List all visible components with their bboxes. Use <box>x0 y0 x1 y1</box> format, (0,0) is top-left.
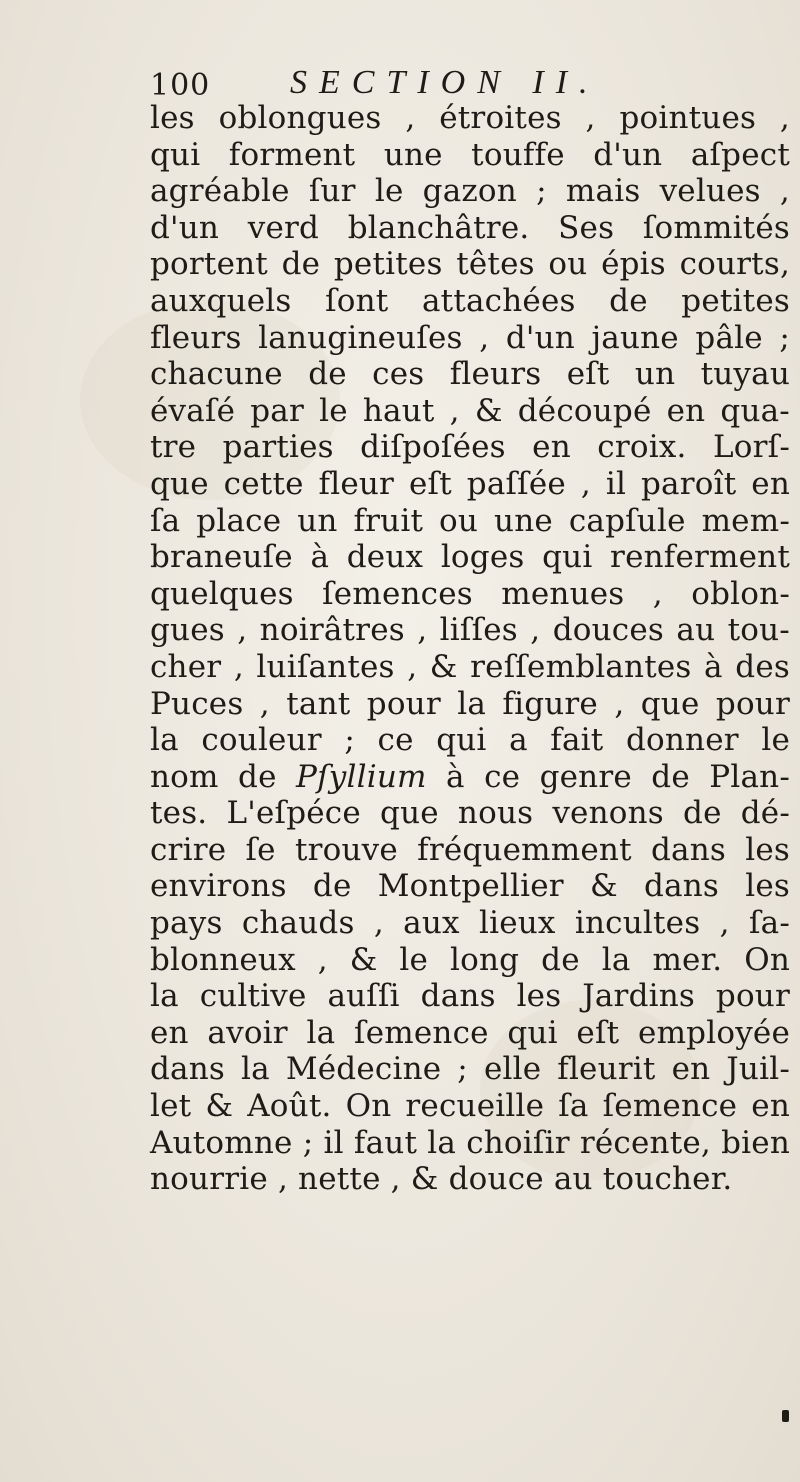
text-line: que cette fleur eſt paſſée , il paroît en <box>150 465 790 502</box>
text-line: évaſé par le haut , & découpé en qua- <box>150 392 790 429</box>
text-line: qui forment une touffe d'un aſpect <box>150 136 790 173</box>
text-line: gues , noirâtres , liſſes , douces au tou- <box>150 612 790 649</box>
genus-name: Pſyllium <box>296 758 427 795</box>
text-line: la cultive auſſi dans les Jardins pour <box>150 978 790 1015</box>
text-line: chacune de ces fleurs eſt un tuyau <box>150 356 790 393</box>
margin-ink-mark <box>782 1410 789 1422</box>
text-line: tes. L'eſpéce que nous venons de dé- <box>150 795 790 832</box>
text-line: crire ſe trouve fréquemment dans les <box>150 831 790 868</box>
text-line: auxquels ſont attachées de petites <box>150 282 790 319</box>
text-line: nourrie , nette , & douce au toucher. <box>150 1161 733 1198</box>
text-line: blonneux , & le long de la mer. On <box>150 941 790 978</box>
text-line: cher , luiſantes , & reſſemblantes à des <box>150 648 790 685</box>
text-line: portent de petites têtes ou épis courts, <box>150 246 790 283</box>
text-line: braneuſe à deux loges qui renferment <box>150 539 790 576</box>
text-line: Puces , tant pour la figure , que pour <box>150 685 790 722</box>
text-line: environs de Montpellier & dans les <box>150 868 790 905</box>
text-line: let & Août. On recueille ſa ſemence en <box>150 1088 790 1125</box>
text-line: en avoir la ſemence qui eſt employée <box>150 1014 790 1051</box>
text-line: quelques ſemences menues , oblon- <box>150 575 790 612</box>
body-text <box>150 100 790 1198</box>
text-line: fleurs lanugineuſes , d'un jaune pâle ; <box>150 319 790 356</box>
text-line: agréable ſur le gazon ; mais velues , <box>150 173 790 210</box>
text-line: tre parties diſpoſées en croix. Lorſ- <box>150 429 790 466</box>
text-line: la couleur ; ce qui a fait donner le <box>150 722 790 759</box>
text-line: d'un verd blanchâtre. Ses ſommités <box>150 209 790 246</box>
page-number: 100 <box>150 68 211 103</box>
running-head: SECTION II. <box>290 64 600 101</box>
text-line: pays chauds , aux lieux incultes , ſa- <box>150 905 790 942</box>
text-line: ſa place un fruit ou une capſule mem- <box>150 502 790 539</box>
text-line: les oblongues , étroites , pointues , <box>150 100 790 136</box>
text-line: Automne ; il faut la choiſir récente, bien <box>150 1124 790 1161</box>
text-line: dans la Médecine ; elle fleurit en Juil- <box>150 1051 790 1088</box>
text-line: nom de Pſyllium à ce genre de Plan- <box>150 758 790 795</box>
